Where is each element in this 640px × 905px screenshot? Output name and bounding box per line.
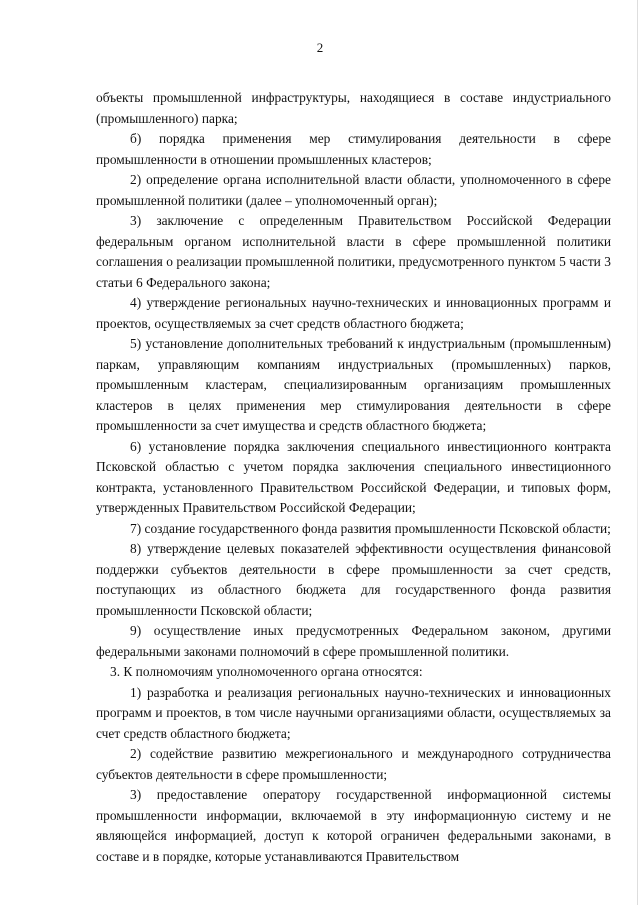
paragraph: 7) создание государственного фонда развития промышленности Псковской области; <box>130 520 611 536</box>
page-number: 2 <box>316 40 324 55</box>
paragraph: 2) содействие развитию межрегионального и международного сотрудничества субъектов деятельности в сфере промышленности; <box>96 746 611 782</box>
paragraph: б) порядка применения мер стимулирования деятельности в сфере промышленности в отношении промышленных кластеров; <box>96 131 611 167</box>
paragraph: 2) определение органа исполнительной власти области, уполномоченного в сфере промышленной политики (далее – уполномоченный орган); <box>96 172 611 208</box>
paragraph: 4) утверждение региональных научно-технических и инновационных программ и проектов, осуществляемых за счет средств областного бюджета; <box>96 295 611 331</box>
paragraph: объекты промышленной инфраструктуры, находящиеся в составе индустриального (промышленного) парка; <box>96 90 611 126</box>
paragraph: 3) предоставление оператору государственной информационной системы промышленности информации, включаемой в эту информационную систему и не являющейся информацией, доступ к которой ограничен федеральными законами, в составе и в порядке, которые устанавливаются Правительством <box>96 787 611 864</box>
paragraph: 9) осуществление иных предусмотренных Федеральном законом, другими федеральными законами полномочий в сфере промышленной политики. <box>96 623 611 659</box>
paragraph: 8) утверждение целевых показателей эффективности осуществления финансовой поддержки субъектов деятельности в сфере промышленности за счет средств, поступающих из областного бюджета для государственного фонда развития промышленности Псковской области; <box>96 541 611 618</box>
paragraph: 6) установление порядка заключения специального инвестиционного контракта Псковской областью с учетом порядка заключения специального инвестиционного контракта, установленного Правительством Российской Федерации, и типовых форм, утвержденных Правительством Российской Федерации; <box>96 438 611 515</box>
section-heading: 3. К полномочиям уполномоченного органа относятся: <box>110 664 423 679</box>
paragraph: 5) установление дополнительных требований к индустриальным (промышленным) паркам, управляющим компаниям индустриальных (промышленных) парков, промышленным кластерам, специализированным организациям промышленных кластеров в целях применения мер стимулирования деятельности в сфере промышленности за счет имущества и средств областного бюджета; <box>96 336 611 433</box>
paragraph: 3) заключение с определенным Правительством Российской Федерации федеральным органом исполнительной власти в сфере промышленной политики соглашения о реализации промышленной политики, предусмотренного пунктом 5 части 3 статьи 6 Федерального закона; <box>96 213 611 290</box>
scan-edge <box>637 0 638 905</box>
paragraph: 1) разработка и реализация региональных научно-технических и инновационных программ и проектов, в том числе научными организациями области, осуществляемых за счет средств областного бюджета; <box>96 684 611 741</box>
document-body <box>96 88 611 867</box>
